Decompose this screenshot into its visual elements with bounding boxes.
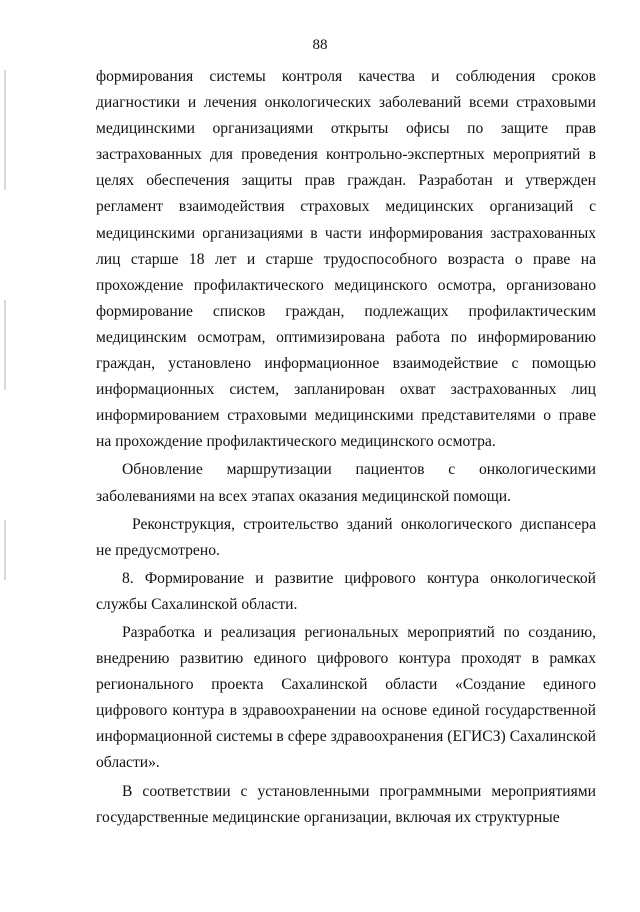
paragraph-insurance-offices: формирования системы контроля качества и соблюдения сроков диагностики и лечения онкологических заболеваний всеми страховыми медицинскими организациями открыты офисы по защите прав застрахованных для проведения контрольно-экспертных мероприятий в целях обеспечения защиты прав граждан. Разработан и утвержден регламент взаимодействия страховых медицинских организаций с медицинскими организациями в части информирования застрахованных лиц старше 18 лет и старше трудоспособного возраста о праве на прохождение профилактического медицинского осмотра, организовано формирование списков граждан, подлежащих профилактическим медицинским осмотрам, оптимизирована работа по информированию граждан, установлено информационное взаимодействие с помощью информационных систем, запланирован охват застрахованных лиц информированием страховыми медицинскими представителями о праве на прохождение профилактического медицинского осмотра. — [96, 68, 596, 451]
page-number: 88 — [312, 37, 328, 53]
paragraph-program-measures: В соответствии с установленными программными мероприятиями государственные медицинские организации, включая их структурные — [96, 782, 596, 826]
section-heading-digital-contour: 8. Формирование и развитие цифрового контура онкологической службы Сахалинской области. — [96, 569, 596, 613]
paragraph-routing-update: Обновление маршрутизации пациентов с онкологическими заболеваниями на всех этапах оказания медицинской помощи. — [96, 461, 596, 505]
paragraph-regional-project: Разработка и реализация региональных мероприятий по созданию, внедрению развитию единого цифрового контура проходят в рамках регионального проекта Сахалинской области «Создание единого цифрового контура в здравоохранении на основе единой государственной информационной системы в сфере здравоохранения (ЕГИСЗ) Сахалинской области». — [96, 623, 596, 772]
scan-margin-artifact — [4, 70, 6, 190]
scan-margin-artifact — [4, 300, 6, 390]
scan-margin-artifact — [4, 520, 6, 580]
paragraph-reconstruction: Реконструкция, строительство зданий онкологического диспансера не предусмотрено. — [96, 515, 596, 559]
document-body — [96, 64, 596, 831]
